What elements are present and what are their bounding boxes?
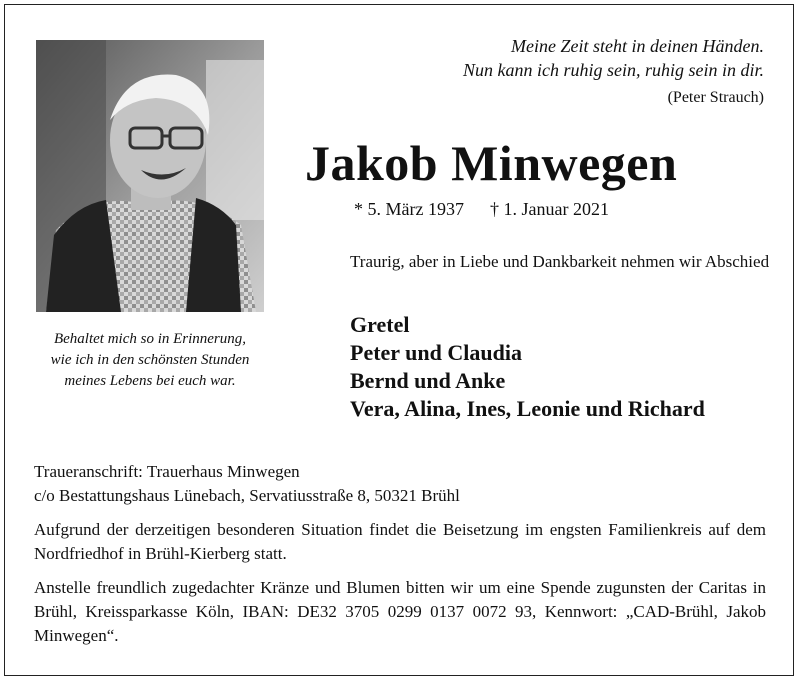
mourner-entry: Bernd und Anke xyxy=(350,368,506,393)
mourner-entry: Gretel xyxy=(350,312,410,337)
donation-info: Anstelle freundlich zugedachter Kränze und Blumen bitten wir um eine Spende zugunsten der Caritas in Brühl, Kreissparkasse Köln, IBAN: DE32 3705 0299 0137 0072 93, Kennwort: „CAD-Brühl, Jakob Minwegen“. xyxy=(34,578,766,645)
photo-caption-line: wie ich in den schönsten Stunden xyxy=(50,352,250,368)
mourner-entry: Vera, Alina, Ines, Leonie und Richard xyxy=(350,396,705,421)
quote-author: (Peter Strauch) xyxy=(667,89,764,106)
photo-caption-line: meines Lebens bei euch war. xyxy=(64,373,236,389)
portrait-photo xyxy=(36,40,264,312)
quote-line: Meine Zeit steht in deinen Händen. xyxy=(511,36,764,56)
quote-line: Nun kann ich ruhig sein, ruhig sein in dir. xyxy=(463,60,764,80)
life-dates xyxy=(354,199,609,220)
mourning-address xyxy=(34,460,766,508)
mourning-text: Traurig, aber in Liebe und Dankbarkeit nehmen wir Abschied xyxy=(350,252,770,271)
address-line: c/o Bestattungshaus Lünebach, Servatiusstraße 8, 50321 Brühl xyxy=(34,486,460,505)
deceased-name: Jakob Minwegen xyxy=(305,135,678,191)
photo-caption-line: Behaltet mich so in Erinnerung, xyxy=(53,331,247,347)
bible-quote xyxy=(463,34,764,82)
mourner-entry: Peter und Claudia xyxy=(350,340,522,365)
birth-date: * 5. März 1937 xyxy=(354,199,464,219)
mourners-list xyxy=(350,311,705,423)
address-line: Traueranschrift: Trauerhaus Minwegen xyxy=(34,462,300,481)
death-date: † 1. Januar 2021 xyxy=(489,199,609,219)
funeral-info: Aufgrund der derzeitigen besonderen Situation findet die Beisetzung im engsten Familienkreis auf dem Nordfriedhof in Brühl-Kierberg statt. xyxy=(34,520,766,563)
photo-caption xyxy=(24,329,276,392)
notice-details xyxy=(34,460,766,658)
